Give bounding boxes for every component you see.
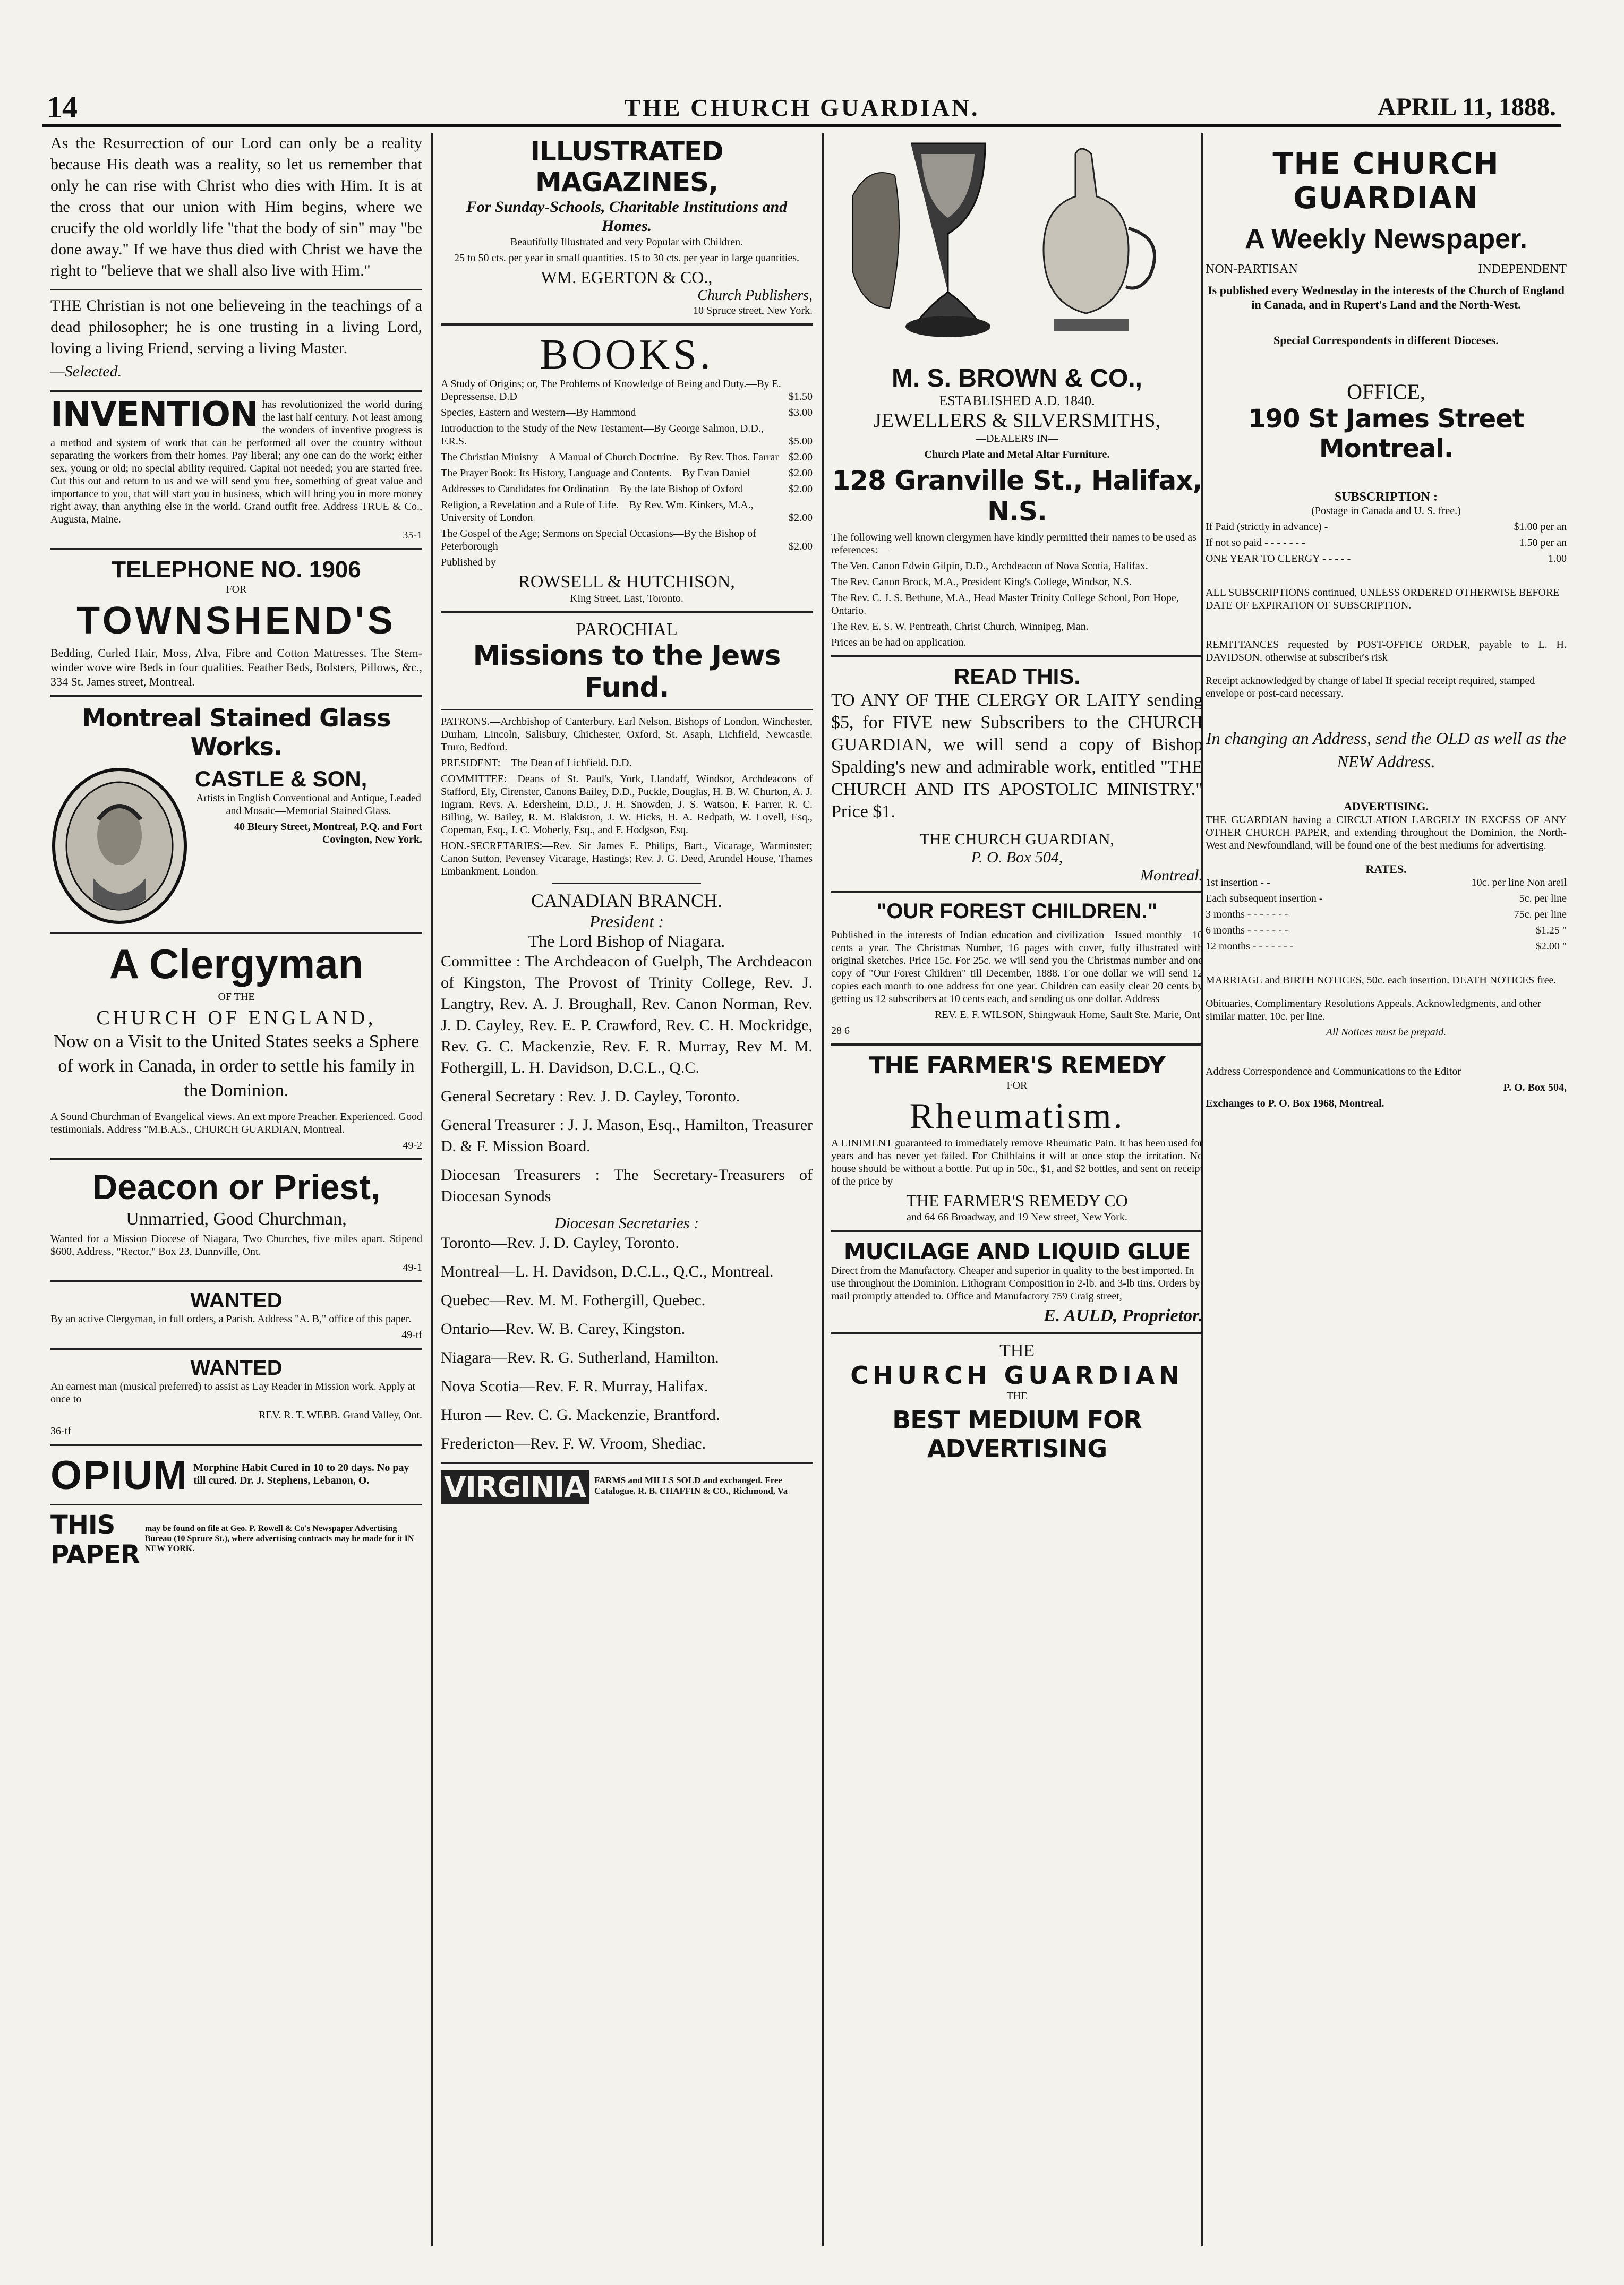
brown-heading: M. S. BROWN & CO., [892, 364, 1142, 392]
church-of-england: CHURCH OF ENGLAND, [96, 1007, 377, 1029]
rate-row-value: 10c. per line Non areil [1471, 877, 1567, 888]
rheumatism-heading: Rheumatism. [909, 1096, 1125, 1136]
column-2 [441, 133, 813, 2246]
diocesan-secretary: Fredericton—Rev. F. W. Vroom, Shediac. [441, 1435, 706, 1452]
committee2-text: Committee : The Archdeacon of Guelph, The Archdeacon of Kingston, The Provost of Trinity College, Rev. J. Langtry, Rev. A. J. Broughall, Rev. Canon Norman, Rev. J. D. Cayley, Rev. E. P. Crawford, Rev. C. H. Mockridge, Rev. G. C. Mackenzie, Rev. F. R. Murray, Rev M. M. Fothergill, L. H. Davidson, D.C.L., Q.C. [441, 953, 813, 1076]
chalice-illustration [831, 133, 1192, 361]
diocesan-treasurers: Diocesan Treasurers : The Secretary-Treasurers of Diocesan Synods [441, 1166, 813, 1205]
farmers-address: and 64 66 Broadway, and 19 New street, New York. [907, 1211, 1127, 1223]
masthead-title: THE CHURCH GUARDIAN. [624, 94, 980, 121]
subscription-row-value: 1.00 [1548, 553, 1567, 564]
ad-code: 49-1 [403, 1262, 422, 1273]
ad-code: 36-tf [50, 1425, 71, 1437]
ad-code: 28 6 [831, 1025, 850, 1037]
book-price: $2.00 [789, 467, 813, 479]
book-title: Addresses to Candidates for Ordination—By the late Bishop of Oxford [441, 483, 743, 495]
egerton-subheading: Church Publishers, [697, 287, 813, 304]
divider [441, 1462, 813, 1464]
subscription-row-label: If Paid (strictly in advance) - [1206, 521, 1328, 533]
diocesan-secretary: Toronto—Rev. J. D. Cayley, Toronto. [441, 1234, 679, 1252]
subscription-row-label: ONE YEAR TO CLERGY - - - - - [1206, 553, 1351, 564]
wanted-contact: REV. R. T. WEBB. Grand Valley, Ont. [259, 1409, 422, 1421]
wanted-heading: WANTED [190, 1356, 283, 1380]
forest-contact: REV. E. F. WILSON, Shingwauk Home, Sault Ste. Marie, Ont. [935, 1009, 1203, 1021]
book-item [441, 406, 813, 419]
subscription-heading: SUBSCRIPTION : [1334, 490, 1438, 504]
rate-row [1206, 908, 1567, 921]
prices-note: Prices an be had on application. [831, 637, 967, 648]
office-address: 190 St James Street Montreal. [1248, 404, 1524, 464]
subscription-row-value: 1.50 per an [1519, 537, 1567, 549]
patrons-text: PATRONS.—Archbishop of Canterbury. Earl Nelson, Bishops of London, Winchester, Durham, Lincoln, Salisbury, Chichester, Oxford, St. Asaph, Lichfield, Newcastle. Truro, Bedford. [441, 716, 813, 753]
diocesan-secretary: Niagara—Rev. R. G. Sutherland, Hamilton. [441, 1349, 719, 1366]
book-item [441, 527, 813, 553]
diocesan-secretary: Quebec—Rev. M. M. Fothergill, Quebec. [441, 1291, 706, 1309]
secretaries-text: HON.-SECRETARIES:—Rev. Sir James E. Philips, Bart., Vicarage, Warminster; Canon Sutton, Pevensey Vicarage, Hastings; Rev. J. G. Deed, Arundel House, Thames Embankment, London. [441, 840, 813, 877]
divider [50, 1504, 422, 1505]
read-this-text: TO ANY OF THE CLERGY OR LAITY sending $5, for FIVE new Subscribers to the CHURCH GUARDIAN, we will send a copy of Bishop Spalding's new and admirable work, entitled "THE CHURCH AND ITS APOSTOLIC MINISTRY." Price $1. [831, 690, 1203, 821]
book-item [441, 483, 813, 495]
book-price: $2.00 [789, 483, 813, 495]
continued-note: ALL SUBSCRIPTIONS continued, UNLESS ORDERED OTHERWISE BEFORE DATE OF EXPIRATION OF SUBSCRIPTION. [1206, 587, 1560, 611]
missions-heading: Missions to the Jews Fund. [473, 640, 781, 704]
book-item [441, 378, 813, 403]
this-paper-ad [50, 1510, 422, 1570]
book-item [441, 499, 813, 524]
book-price: $2.00 [789, 512, 813, 524]
book-title: The Prayer Book: Its History, Language and Contents.—By Evan Daniel [441, 467, 750, 479]
divider [50, 1444, 422, 1446]
subscription-rates [1206, 520, 1567, 565]
weekly-heading: A Weekly Newspaper. [1245, 224, 1527, 254]
published-by: Published by [441, 557, 496, 568]
christian-attribution: —Selected. [50, 363, 122, 380]
rate-row-label: 1st insertion - - [1206, 877, 1270, 888]
divider [50, 695, 422, 697]
mucilage-text: Direct from the Manufactory. Cheaper and superior in quality to the best imported. In use throughout the Dominion. Lithogram Composition in 2-lb. and 3-lb tins. Orders by mail promptly attended to. Office and Manufactory 759 Craig street, [831, 1265, 1200, 1302]
farmers-text: A LINIMENT guaranteed to immediately remove Rheumatic Pain. It has been used for years and has never yet failed. For Chilblains it will at once stop the irritation. No house should be without a bottle. Put up in 50c., $1, and $2 bottles, and sent on receipt of the price by [831, 1137, 1203, 1187]
rates-heading: RATES. [1365, 862, 1407, 876]
book-title: Introduction to the Study of the New Testament—By George Salmon, D.D., F.R.S. [441, 423, 764, 447]
cg-the: THE [999, 1341, 1035, 1360]
column-1 [50, 133, 422, 2246]
castle-heading: CASTLE & SON, [195, 766, 367, 791]
clergyman-heading: A Clergyman [109, 940, 364, 987]
divider [831, 1230, 1203, 1232]
ad-code: 49-2 [403, 1140, 422, 1151]
column-4 [1206, 133, 1567, 2246]
changing-note: In changing an Address, send the OLD as well as the NEW Address. [1206, 729, 1567, 771]
deacon-subheading: Unmarried, Good Churchman, [126, 1209, 347, 1229]
invention-heading: INVENTION [50, 395, 258, 434]
book-price: $1.50 [789, 391, 813, 403]
advertising-heading: ADVERTISING. [1344, 800, 1429, 813]
divider [50, 932, 422, 934]
book-item [441, 422, 813, 448]
of-the: OF THE [218, 991, 255, 1003]
virginia-ad [441, 1470, 813, 1504]
rate-row-value: 75c. per line [1514, 909, 1567, 920]
divider [50, 1158, 422, 1160]
best-medium: BEST MEDIUM FOR ADVERTISING [892, 1406, 1142, 1463]
book-price: $5.00 [789, 435, 813, 447]
rate-row [1206, 940, 1567, 953]
townshend-heading: TOWNSHEND'S [76, 600, 396, 642]
farmers-for: FOR [1006, 1080, 1028, 1091]
stained-glass-heading: Montreal Stained Glass Works. [82, 704, 391, 761]
divider [441, 709, 813, 710]
independent-label: INDEPENDENT [1478, 262, 1567, 276]
general-secretary: General Secretary : Rev. J. D. Cayley, Toronto. [441, 1088, 740, 1105]
marriage-note: MARRIAGE and BIRTH NOTICES, 50c. each insertion. DEATH NOTICES free. [1206, 974, 1557, 986]
divider [831, 1332, 1203, 1334]
townshend-text: Bedding, Curled Hair, Moss, Alva, Fibre and Cotton Mattresses. The Stem-winder wove wire Beds in four qualities. Feather Beds, Bolsters, Pillows, &c., 334 St. James street, Montreal. [50, 646, 422, 688]
magazines-prices: 25 to 50 cts. per year in small quantities. 15 to 30 cts. per year in large quantities. [454, 252, 800, 264]
reference-item: The Rev. C. J. S. Bethune, M.A., Head Master Trinity College School, Port Hope, Ontario. [831, 592, 1179, 617]
cg-title: THE CHURCH GUARDIAN [1272, 147, 1500, 216]
column-3 [831, 133, 1203, 2246]
divider [50, 289, 422, 290]
reference-item: The Ven. Canon Edwin Gilpin, D.D., Archdeacon of Nova Scotia, Halifax. [831, 560, 1148, 572]
this-paper-text: may be found on file at Geo. P. Rowell & Co's Newspaper Advertising Bureau (10 Spruce St.), where advertising contracts may be made for it IN NEW YORK. [144, 1524, 414, 1553]
christian-paragraph: THE Christian is not one believeing in the teachings of a dead philosopher; he is one trusting in a living Lord, loving a living Friend, serving a living Master. [50, 297, 422, 357]
rate-row-label: 6 months - - - - - - - [1206, 925, 1288, 936]
prepaid-note: All Notices must be prepaid. [1326, 1026, 1447, 1038]
christ-medallion-illustration [50, 766, 189, 926]
general-treasurer: General Treasurer : J. J. Mason, Esq., Hamilton, Treasurer D. & F. Mission Board. [441, 1116, 813, 1155]
column-rule [822, 133, 824, 2246]
page-number: 14 [47, 90, 78, 124]
clergyman-small: A Sound Churchman of Evangelical views. An ext mpore Preacher. Experienced. Good testimonials. Address "M.B.A.S., CHURCH GUARDIAN, Montreal. [50, 1111, 422, 1135]
ad-code: 35-1 [403, 529, 422, 541]
divider [50, 1280, 422, 1282]
book-title: Religion, a Revelation and a Rule of Life.—By Rev. Wm. Kinkers, M.A., University of London [441, 499, 754, 524]
egerton-name: WM. EGERTON & CO., [541, 268, 713, 287]
divider [831, 655, 1203, 657]
clergyman-text: Now on a Visit to the United States seeks a Sphere of work in Canada, in order to settle his family in the Dominion. [53, 1032, 420, 1100]
subscription-row [1206, 520, 1567, 533]
parochial-heading: PAROCHIAL [576, 620, 678, 639]
rate-row-label: Each subsequent insertion - [1206, 893, 1323, 904]
po-box: P. O. Box 504, [1503, 1082, 1567, 1093]
wanted-text: An earnest man (musical preferred) to assist as Lay Reader in Mission work. Apply at once to [50, 1381, 416, 1405]
read-addr-1: THE CHURCH GUARDIAN, [920, 831, 1114, 848]
divider [50, 548, 422, 550]
resurrection-paragraph: As the Resurrection of our Lord can only be a reality because His death was a reality, so let us remember that only he can rise with Christ who dies with Him. It is at the cross that our union with Him begins, where we crucify the old worldly life "that the body of sin" may "be done away." If we have thus died with Christ we have the right to "believe that we shall also live with Him." [50, 134, 422, 279]
book-price: $3.00 [789, 407, 813, 418]
mucilage-heading: MUCILAGE AND LIQUID GLUE [843, 1238, 1191, 1264]
correspondents-text: Special Correspondents in different Dioceses. [1273, 333, 1499, 347]
diocesan-secretary: Nova Scotia—Rev. F. R. Murray, Halifax. [441, 1377, 708, 1395]
read-addr-2: P. O. Box 504, [971, 849, 1063, 866]
cg-name: CHURCH GUARDIAN [850, 1361, 1184, 1390]
book-item [441, 467, 813, 480]
reference-item: The Rev. Canon Brock, M.A., President King's College, Windsor, N.S. [831, 576, 1132, 588]
divider [831, 1043, 1203, 1046]
rowsell-name: ROWSELL & HUTCHISON, [518, 572, 735, 592]
diocesan-secretary: Montreal—L. H. Davidson, D.C.L., Q.C., Montreal. [441, 1263, 774, 1280]
virginia-text: FARMS and MILLS SOLD and exchanged. Free Catalogue. R. B. CHAFFIN & CO., Richmond, Va [594, 1475, 788, 1496]
reference-item: The Rev. E. S. W. Pentreath, Christ Church, Winnipeg, Man. [831, 621, 1089, 632]
farmers-company: THE FARMER'S REMEDY CO [906, 1191, 1128, 1210]
issue-date: APRIL 11, 1888. [1377, 93, 1556, 121]
established: ESTABLISHED A.D. 1840. [939, 393, 1095, 408]
book-title: A Study of Origins; or, The Problems of Knowledge of Being and Duty.—By E. Depressense, D.D [441, 378, 781, 403]
magazines-heading: ILLUSTRATED MAGAZINES, [530, 136, 723, 198]
castle-address: 40 Bleury Street, Montreal, P.Q. and Fort Covington, New York. [234, 821, 422, 845]
jewellers-heading: JEWELLERS & SILVERSMITHS, [873, 409, 1161, 432]
subscription-row-label: If not so paid - - - - - - - [1206, 537, 1305, 549]
books-list [441, 378, 813, 553]
exchanges-note: Exchanges to P. O. Box 1968, Montreal. [1206, 1098, 1384, 1109]
books-heading: BOOKS. [540, 331, 714, 378]
remittances-note: REMITTANCES requested by POST-OFFICE ORDER, payable to L. H. DAVIDSON, otherwise at subscriber's risk [1206, 639, 1567, 663]
postage-note: (Postage in Canada and U. S. free.) [1311, 505, 1461, 517]
telephone-for: FOR [226, 584, 247, 595]
forest-text: Published in the interests of Indian education and civilization—Issued monthly—10 cents a year. The Christmas Number, 16 pages with cover, fully illustrated with original sketches. Price 15c. For 25c. we will send you the Christmas number and one copy of "Our Forest Children" till December, 1888. For one dollar we will send 12 copies each month to one address for one year. Children can easily clear 20 cents by getting us 12 subscribers at 10 cents each, and sending us one dollar. Address [831, 929, 1203, 1005]
divider [441, 323, 813, 326]
divider [831, 891, 1203, 893]
wanted-text: By an active Clergyman, in full orders, a Parish. Address "A. B," office of this paper. [50, 1313, 412, 1325]
president-name: The Lord Bishop of Niagara. [528, 931, 725, 951]
receipt-note: Receipt acknowledged by change of label If special receipt required, stamped envelope or post-card necessary. [1206, 675, 1535, 699]
this-paper-heading: THIS PAPER [50, 1510, 140, 1570]
divider [50, 390, 422, 392]
advertising-text: THE GUARDIAN having a CIRCULATION LARGELY IN EXCESS OF ANY OTHER CHURCH PAPER, and extending throughout the Dominion, the North-West and Newfoundland, will be found one of the best mediums for advertising. [1206, 814, 1567, 851]
references-intro: The following well known clergymen have kindly permitted their names to be used as references:— [831, 532, 1196, 556]
forest-heading: "OUR FOREST CHILDREN." [876, 900, 1158, 923]
subscription-row-value: $1.00 per an [1514, 521, 1567, 533]
subscription-row [1206, 536, 1567, 549]
farmers-heading: THE FARMER'S REMEDY [869, 1052, 1165, 1079]
opium-text: Morphine Habit Cured in 10 to 20 days. No pay till cured. Dr. J. Stephens, Lebanon, O. [193, 1461, 409, 1486]
rate-row-value: $2.00 " [1535, 940, 1567, 952]
telephone-heading: TELEPHONE NO. 1906 [112, 557, 361, 583]
canadian-branch-heading: CANADIAN BRANCH. [531, 890, 723, 911]
address-correspondence: Address Correspondence and Communications to the Editor [1206, 1066, 1461, 1077]
advertising-rates [1206, 876, 1567, 953]
book-title: The Gospel of the Age; Sermons on Special Occasions—By the Bishop of Peterborough [441, 528, 756, 552]
diocesan-secretaries-label: Diocesan Secretaries : [554, 1214, 699, 1232]
auld-proprietor: E. AULD, Proprietor. [1043, 1306, 1203, 1325]
rate-row [1206, 924, 1567, 937]
book-price: $2.00 [789, 541, 813, 552]
church-plate: Church Plate and Metal Altar Furniture. [924, 449, 1110, 460]
wanted-heading: WANTED [190, 1289, 283, 1312]
divider [441, 611, 813, 613]
obituaries-note: Obituaries, Complimentary Resolutions Appeals, Acknowledgments, and other similar matter, 10c. per line. [1206, 998, 1541, 1022]
castle-ad [50, 766, 422, 926]
rate-row-label: 12 months - - - - - - - [1206, 940, 1294, 952]
president-label: President : [589, 912, 664, 931]
cg-the-2: THE [1006, 1390, 1028, 1402]
page-header [42, 80, 1561, 127]
rowsell-address: King Street, East, Toronto. [570, 593, 683, 604]
virginia-heading: VIRGINIA [441, 1470, 589, 1504]
rate-row-value: 5c. per line [1519, 893, 1567, 904]
president-text: PRESIDENT:—The Dean of Lichfield. D.D. [441, 757, 632, 769]
partisan-row [1206, 262, 1567, 277]
column-rule [431, 133, 433, 2246]
opium-ad [50, 1452, 422, 1499]
rate-row-value: $1.25 " [1535, 925, 1567, 936]
divider [552, 883, 701, 884]
opium-heading: OPIUM [50, 1453, 189, 1498]
castle-text: Artists in English Conventional and Antique, Leaded and Mosaic—Memorial Stained Glass. [196, 792, 421, 817]
references-list [831, 560, 1203, 633]
diocesan-secretary: Ontario—Rev. W. B. Carey, Kingston. [441, 1320, 686, 1338]
diocesan-secretaries-list [441, 1233, 813, 1454]
book-title: Species, Eastern and Western—By Hammond [441, 407, 636, 418]
divider [50, 1348, 422, 1350]
office-label: OFFICE, [1347, 380, 1425, 404]
published-text: Is published every Wednesday in the interests of the Church of England in Canada, and in Rupert's Land and the North-West. [1208, 284, 1565, 311]
granville-address: 128 Granville St., Halifax, N.S. [832, 465, 1202, 527]
read-addr-3: Montreal. [1140, 867, 1203, 884]
ad-code: 49-tf [401, 1329, 422, 1341]
subscription-row [1206, 552, 1567, 565]
rate-row [1206, 876, 1567, 889]
rate-row [1206, 892, 1567, 905]
diocesan-secretary: Huron — Rev. C. G. Mackenzie, Brantford. [441, 1406, 720, 1424]
book-item [441, 451, 813, 464]
egerton-address: 10 Spruce street, New York. [693, 305, 813, 316]
invention-text: has revolutionized the world during the last half century. Not least among the wonders of inventive progress is a method and system of work that can be performed all over the country without separating the workers from their homes. Pay liberal; any one can do the work; either sex, young or old; no special ability required. Capital not needed; you are started free. Cut this out and return to us and we will send you free, something of great value and importance to you, that will start you in business, which will bring you in more money right away, than anything else in the world. Grand outfit free. Address TRUE & Co., Augusta, Maine. [50, 399, 422, 525]
dealers-label: —DEALERS IN— [975, 433, 1059, 444]
committee-text: COMMITTEE:—Deans of St. Paul's, York, Llandaff, Windsor, Archdeacons of Stafford, Ely, Cirenster, Canons Bailey, D.D., Puckle, Douglas, H. B. W. Churton, A. J. Ingram, Revs. A. Edersheim, D.D., J. H. Snowden, J. S. Watson, F. Farrer, R. C. Billing, W. Bailey, R. M. Blakiston, J. W. Hicks, H. A. Redpath, W. Lovell, Esq., Copeman, Esq., J. C. Moberly, Esq., and F. Hodgson, Esq. [441, 773, 813, 836]
deacon-text: Wanted for a Mission Diocese of Niagara, Two Churches, five miles apart. Stipend $600, Address, "Rector," Box 23, Dunnville, Ont. [50, 1233, 422, 1257]
deacon-heading: Deacon or Priest, [92, 1167, 381, 1206]
rate-row-label: 3 months - - - - - - - [1206, 909, 1288, 920]
book-title: The Christian Ministry—A Manual of Church Doctrine.—By Rev. Thos. Farrar [441, 451, 779, 463]
invention-ad [50, 395, 422, 542]
magazines-subheading: For Sunday-Schools, Charitable Institutions and Homes. [466, 198, 788, 235]
nonpartisan-label: NON-PARTISAN [1206, 262, 1298, 276]
magazines-text: Beautifully Illustrated and very Popular with Children. [510, 236, 743, 248]
book-price: $2.00 [789, 451, 813, 463]
read-this-heading: READ THIS. [953, 664, 1080, 689]
